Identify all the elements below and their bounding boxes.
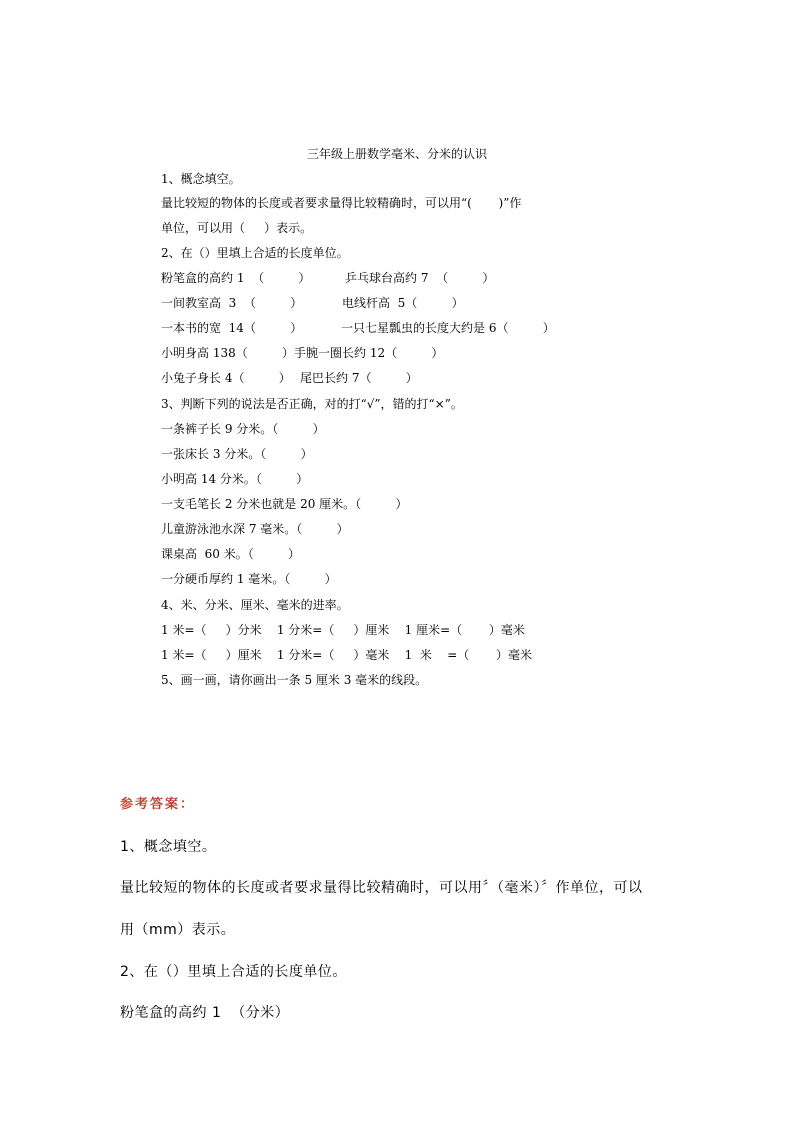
q4-heading: 4、米、分米、厘米、毫米的进率。	[161, 598, 349, 612]
answer-line: 粉笔盒的高约 1 （分米）	[120, 1005, 290, 1021]
page-title: 三年级上册数学毫米、分米的认识	[306, 147, 487, 161]
q3-item: 小明高 14 分米。（ ）	[161, 472, 309, 486]
q3-heading: 3、判断下列的说法是否正确，对的打“√”，错的打“×”。	[161, 397, 463, 411]
q3-item: 儿童游泳池水深 7 毫米。（ ）	[161, 522, 349, 536]
q3-item: 一分硬币厚约 1 毫米。（ ）	[161, 572, 337, 586]
q2-row-left: 粉笔盒的高约 1 （ ）	[161, 271, 311, 285]
answers-heading: 参考答案：	[120, 797, 196, 812]
q2-heading: 2、在（）里填上合适的长度单位。	[161, 246, 349, 260]
q2-row-left: 一本书的宽 14（ ）	[161, 321, 303, 335]
q3-item: 课桌高 60 米。（ ）	[161, 547, 301, 561]
q2-row-right: 乒乓球台高约 7 （ ）	[345, 271, 495, 285]
q4-line1: 1 米=（ ）分米 1 分米=（ ）厘米 1 厘米=（ ）毫米	[161, 623, 525, 637]
q2-row-right: 尾巴长约 7（ ）	[300, 371, 418, 385]
q3-item: 一支毛笔长 2 分米也就是 20 厘米。（ ）	[161, 497, 408, 511]
answer-line: 量比较短的物体的长度或者要求量得比较精确时，可以用〞（毫米）〞作单位，可以	[120, 880, 643, 896]
answer-line: 用（mm）表示。	[120, 922, 236, 938]
q2-row-left: 小兔子身长 4（ ）	[161, 371, 291, 385]
q1-line2: 单位，可以用（ ）表示。	[161, 221, 313, 235]
q2-row-right: 电线杆高 5（ ）	[342, 296, 464, 310]
q2-row-right: 手腕一圈长约 12（ ）	[294, 346, 444, 360]
q4-line2: 1 米=（ ）厘米 1 分米=（ ）毫米 1 米 =（ ）毫米	[161, 648, 532, 662]
q1-heading: 1、概念填空。	[161, 172, 241, 186]
q5-heading: 5、画一画，请你画出一条 5 厘米 3 毫米的线段。	[161, 673, 428, 687]
q1-line1: 量比较短的物体的长度或者要求量得比较精确时，可以用“( )”作	[161, 196, 522, 210]
answer-line: 2、在（）里填上合适的长度单位。	[120, 964, 347, 980]
answer-line: 1、概念填空。	[120, 839, 217, 855]
q3-item: 一张床长 3 分米。（ ）	[161, 447, 313, 461]
q2-row-left: 小明身高 138（ ）	[161, 346, 295, 360]
q2-row-left: 一间教室高 3 （ ）	[161, 296, 303, 310]
q2-row-right: 一只七星瓢虫的长度大约是 6（ ）	[341, 321, 555, 335]
q3-item: 一条裤子长 9 分米。（ ）	[161, 422, 325, 436]
